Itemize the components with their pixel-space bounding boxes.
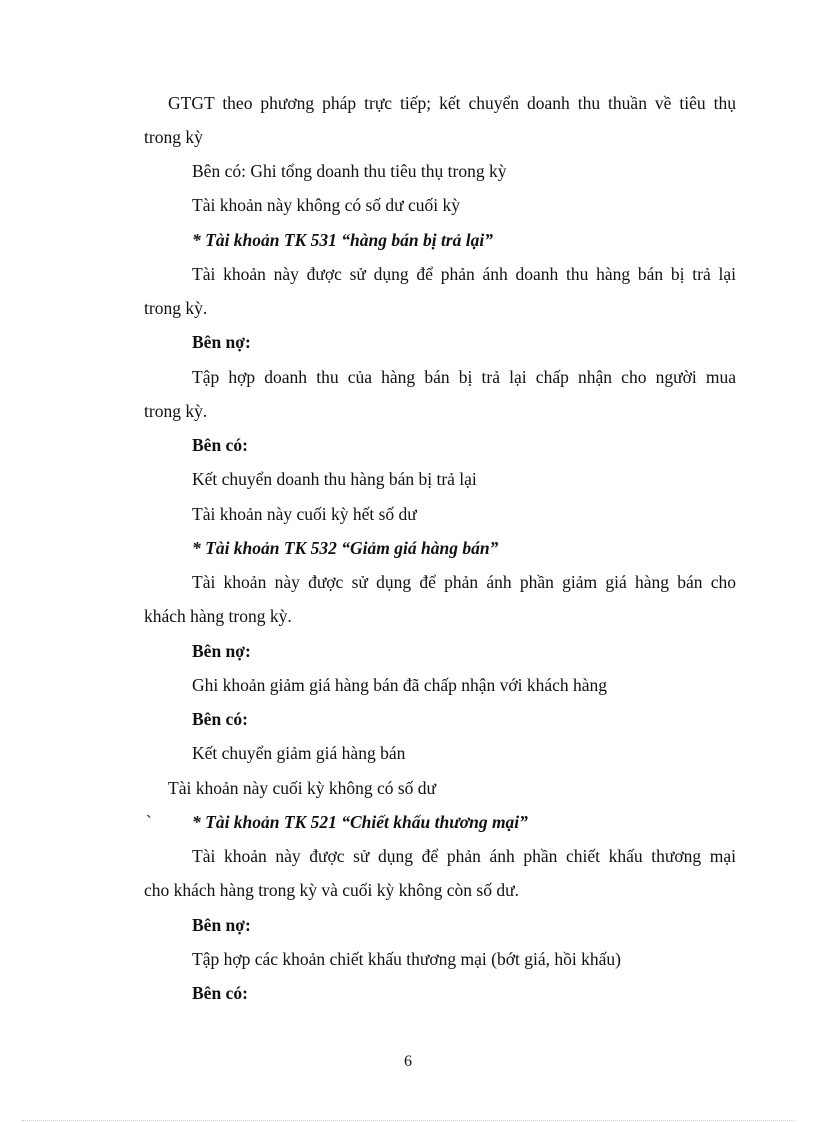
credit-label: Bên có:: [192, 435, 248, 455]
paragraph-line: cho khách hàng trong kỳ và cuối kỳ không còn số dư.: [144, 880, 519, 900]
page-bottom-divider: [22, 1120, 794, 1121]
paragraph-line: GTGT theo phương pháp trực tiếp; kết chuyển doanh thu thuần về tiêu thụ: [168, 93, 736, 113]
section-heading-tk532: * Tài khoản TK 532 “Giảm giá hàng bán”: [192, 538, 499, 558]
paragraph-line: Tài khoản này được sử dụng để phản ánh phần giảm giá hàng bán cho: [192, 572, 736, 592]
debit-label: Bên nợ:: [192, 915, 251, 935]
paragraph-line: Tập hợp doanh thu của hàng bán bị trả lại chấp nhận cho người mua: [192, 367, 736, 387]
credit-label: Bên có:: [192, 709, 248, 729]
paragraph-line: Tài khoản này không có số dư cuối kỳ: [192, 195, 461, 215]
paragraph-line: Kết chuyển doanh thu hàng bán bị trả lại: [192, 469, 477, 489]
paragraph-line: Kết chuyển giảm giá hàng bán: [192, 743, 406, 763]
page-number: 6: [404, 1053, 412, 1070]
paragraph-line: Bên có: Ghi tổng doanh thu tiêu thụ trong kỳ: [192, 161, 507, 181]
section-heading-tk521: * Tài khoản TK 521 “Chiết khấu thương mại”: [192, 812, 528, 832]
paragraph-line: khách hàng trong kỳ.: [144, 606, 292, 626]
paragraph-line: Tài khoản này cuối kỳ hết số dư: [192, 504, 417, 524]
paragraph-line: Tập hợp các khoản chiết khấu thương mại (bớt giá, hồi khấu): [192, 949, 621, 969]
stray-mark: `: [146, 812, 152, 832]
paragraph-line: trong kỳ.: [144, 401, 208, 421]
paragraph-line: Tài khoản này cuối kỳ không có số dư: [168, 778, 437, 798]
section-heading-tk531: * Tài khoản TK 531 “hàng bán bị trả lại”: [192, 230, 493, 250]
paragraph-line: Tài khoản này được sử dụng để phản ánh doanh thu hàng bán bị trả lại: [192, 264, 736, 284]
credit-label: Bên có:: [192, 983, 248, 1003]
paragraph-line: trong kỳ.: [144, 298, 208, 318]
debit-label: Bên nợ:: [192, 641, 251, 661]
paragraph-line: trong kỳ: [144, 127, 203, 147]
paragraph-line: Ghi khoản giảm giá hàng bán đã chấp nhận với khách hàng: [192, 675, 608, 695]
debit-label: Bên nợ:: [192, 332, 251, 352]
paragraph-line: Tài khoản này được sử dụng để phản ánh phần chiết khấu thương mại: [192, 846, 736, 866]
